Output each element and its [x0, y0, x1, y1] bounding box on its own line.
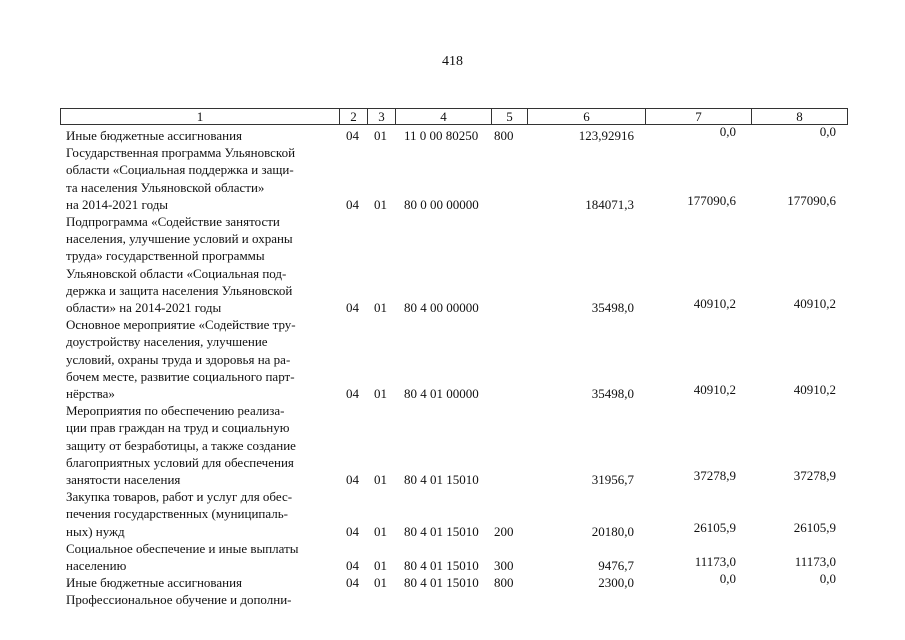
cell-c7: 11173,0	[694, 554, 736, 570]
cell-c5: 200	[494, 523, 514, 539]
row-name-line: ных) нужд	[66, 523, 125, 539]
cell-c3: 01	[374, 300, 387, 316]
cell-c5: 800	[494, 575, 514, 591]
cell-c8: 40910,2	[793, 296, 836, 312]
cell-c4: 80 4 01 15010	[404, 472, 479, 488]
cell-c8: 11173,0	[794, 554, 836, 570]
row-name-line: Подпрограмма «Содействие занятости	[66, 214, 280, 230]
header-cell-3: 3	[368, 108, 396, 125]
table-row	[66, 591, 852, 608]
cell-c6: 20180,0	[591, 523, 634, 539]
cell-c2: 04	[346, 386, 359, 402]
table-row	[66, 571, 852, 591]
table-row	[66, 488, 852, 540]
row-name	[66, 316, 336, 402]
cell-c4: 80 4 01 15010	[404, 523, 479, 539]
cell-c6: 31956,7	[591, 472, 634, 488]
cell-c6: 9476,7	[598, 558, 634, 574]
row-name-line: бочем месте, развитие социального парт-	[66, 368, 295, 384]
row-name-line: на 2014-2021 годы	[66, 196, 169, 212]
cell-c6: 184071,3	[585, 196, 634, 212]
table-row	[66, 213, 852, 316]
cell-c7: 40910,2	[693, 382, 736, 398]
row-name-line: Иные бюджетные ассигнования	[66, 128, 243, 143]
table-row	[66, 540, 852, 574]
cell-c4: 80 4 00 00000	[404, 300, 479, 316]
cell-c8: 26105,9	[793, 519, 836, 535]
table-row	[66, 402, 852, 488]
cell-c6: 35498,0	[591, 386, 634, 402]
cell-c7: 0,0	[719, 124, 736, 139]
cell-c6: 35498,0	[591, 300, 634, 316]
cell-c7: 40910,2	[693, 296, 736, 312]
cell-c2: 04	[346, 523, 359, 539]
cell-c3: 01	[374, 558, 387, 574]
row-name-line: населения, улучшение условий и охраны	[66, 231, 293, 247]
cell-c3: 01	[374, 196, 387, 212]
row-name-line: Профессиональное обучение и дополни-	[66, 592, 292, 608]
cell-c3: 01	[374, 386, 387, 402]
cell-c8: 40910,2	[793, 382, 836, 398]
header-cell-8: 8	[752, 108, 848, 125]
cell-c3: 01	[374, 472, 387, 488]
cell-c7: 37278,9	[693, 468, 736, 484]
header-cell-5: 5	[492, 108, 528, 125]
header-cell-1: 1	[60, 108, 340, 125]
cell-c3: 01	[374, 523, 387, 539]
row-name-line: печения государственных (муниципаль-	[66, 506, 289, 522]
row-name-line: занятости населения	[66, 472, 181, 488]
cell-c5: 300	[494, 558, 514, 574]
cell-c2: 04	[346, 196, 359, 212]
row-name-line: населению	[66, 558, 127, 574]
row-name-line: благоприятных условий для обеспечения	[66, 454, 294, 470]
row-name	[66, 144, 336, 213]
table-row	[66, 144, 852, 213]
cell-c4: 80 4 01 00000	[404, 386, 479, 402]
cell-c8: 37278,9	[793, 468, 836, 484]
row-name-line: Социальное обеспечение и иные выплаты	[66, 540, 299, 556]
cell-c3: 01	[374, 128, 387, 143]
cell-c2: 04	[346, 128, 359, 143]
table-row	[66, 124, 852, 144]
row-name-line: Основное мероприятие «Содействие тру-	[66, 317, 296, 333]
row-name-line: условий, охраны труда и здоровья на ра-	[66, 351, 291, 367]
cell-c7: 26105,9	[693, 519, 736, 535]
cell-c4: 80 0 00 00000	[404, 196, 479, 212]
row-name-line: труда» государственной программы	[66, 248, 265, 264]
cell-c2: 04	[346, 575, 359, 591]
cell-c6: 2300,0	[598, 575, 634, 591]
row-name	[66, 488, 336, 540]
row-name-line: Иные бюджетные ассигнования	[66, 575, 243, 591]
row-name-line: та населения Ульяновской области»	[66, 179, 265, 195]
cell-c3: 01	[374, 575, 387, 591]
cell-c2: 04	[346, 300, 359, 316]
cell-c4: 80 4 01 15010	[404, 575, 479, 591]
row-name	[66, 540, 336, 574]
table-row	[66, 316, 852, 402]
row-name-line: защиту от безработицы, а также создание	[66, 437, 296, 453]
row-name-line: ции прав граждан на труд и социальную	[66, 420, 290, 436]
page-number: 418	[442, 54, 463, 69]
header-cell-4: 4	[396, 108, 492, 125]
row-name-line: области «Социальная поддержка и защи-	[66, 162, 294, 178]
row-name-line: Ульяновской области «Социальная под-	[66, 265, 287, 281]
cell-c4: 11 0 00 80250	[404, 128, 479, 143]
row-name	[66, 574, 336, 591]
cell-c8: 177090,6	[787, 192, 836, 208]
cell-c7: 0,0	[719, 571, 736, 587]
header-cell-6: 6	[528, 108, 646, 125]
row-name-line: держка и защита населения Ульяновской	[66, 282, 293, 298]
row-name-line: Мероприятия по обеспечению реализа-	[66, 403, 285, 419]
row-name-line: Закупка товаров, работ и услуг для обес-	[66, 489, 293, 505]
cell-c2: 04	[346, 472, 359, 488]
row-name	[66, 591, 336, 608]
row-name-line: нёрства»	[66, 386, 115, 402]
row-name-line: области» на 2014-2021 годы	[66, 300, 222, 316]
row-name	[66, 127, 336, 144]
header-cell-7: 7	[646, 108, 752, 125]
row-name	[66, 402, 336, 488]
table-body	[66, 124, 852, 609]
cell-c8: 0,0	[819, 571, 836, 587]
cell-c5: 800	[494, 128, 514, 143]
cell-c6: 123,92916	[578, 128, 634, 143]
cell-c4: 80 4 01 15010	[404, 558, 479, 574]
row-name-line: Государственная программа Ульяновской	[66, 145, 296, 161]
header-cell-2: 2	[340, 108, 368, 125]
cell-c8: 0,0	[819, 124, 836, 139]
cell-c7: 177090,6	[687, 192, 736, 208]
row-name	[66, 213, 336, 316]
row-name-line: доустройству населения, улучшение	[66, 334, 268, 350]
cell-c2: 04	[346, 558, 359, 574]
